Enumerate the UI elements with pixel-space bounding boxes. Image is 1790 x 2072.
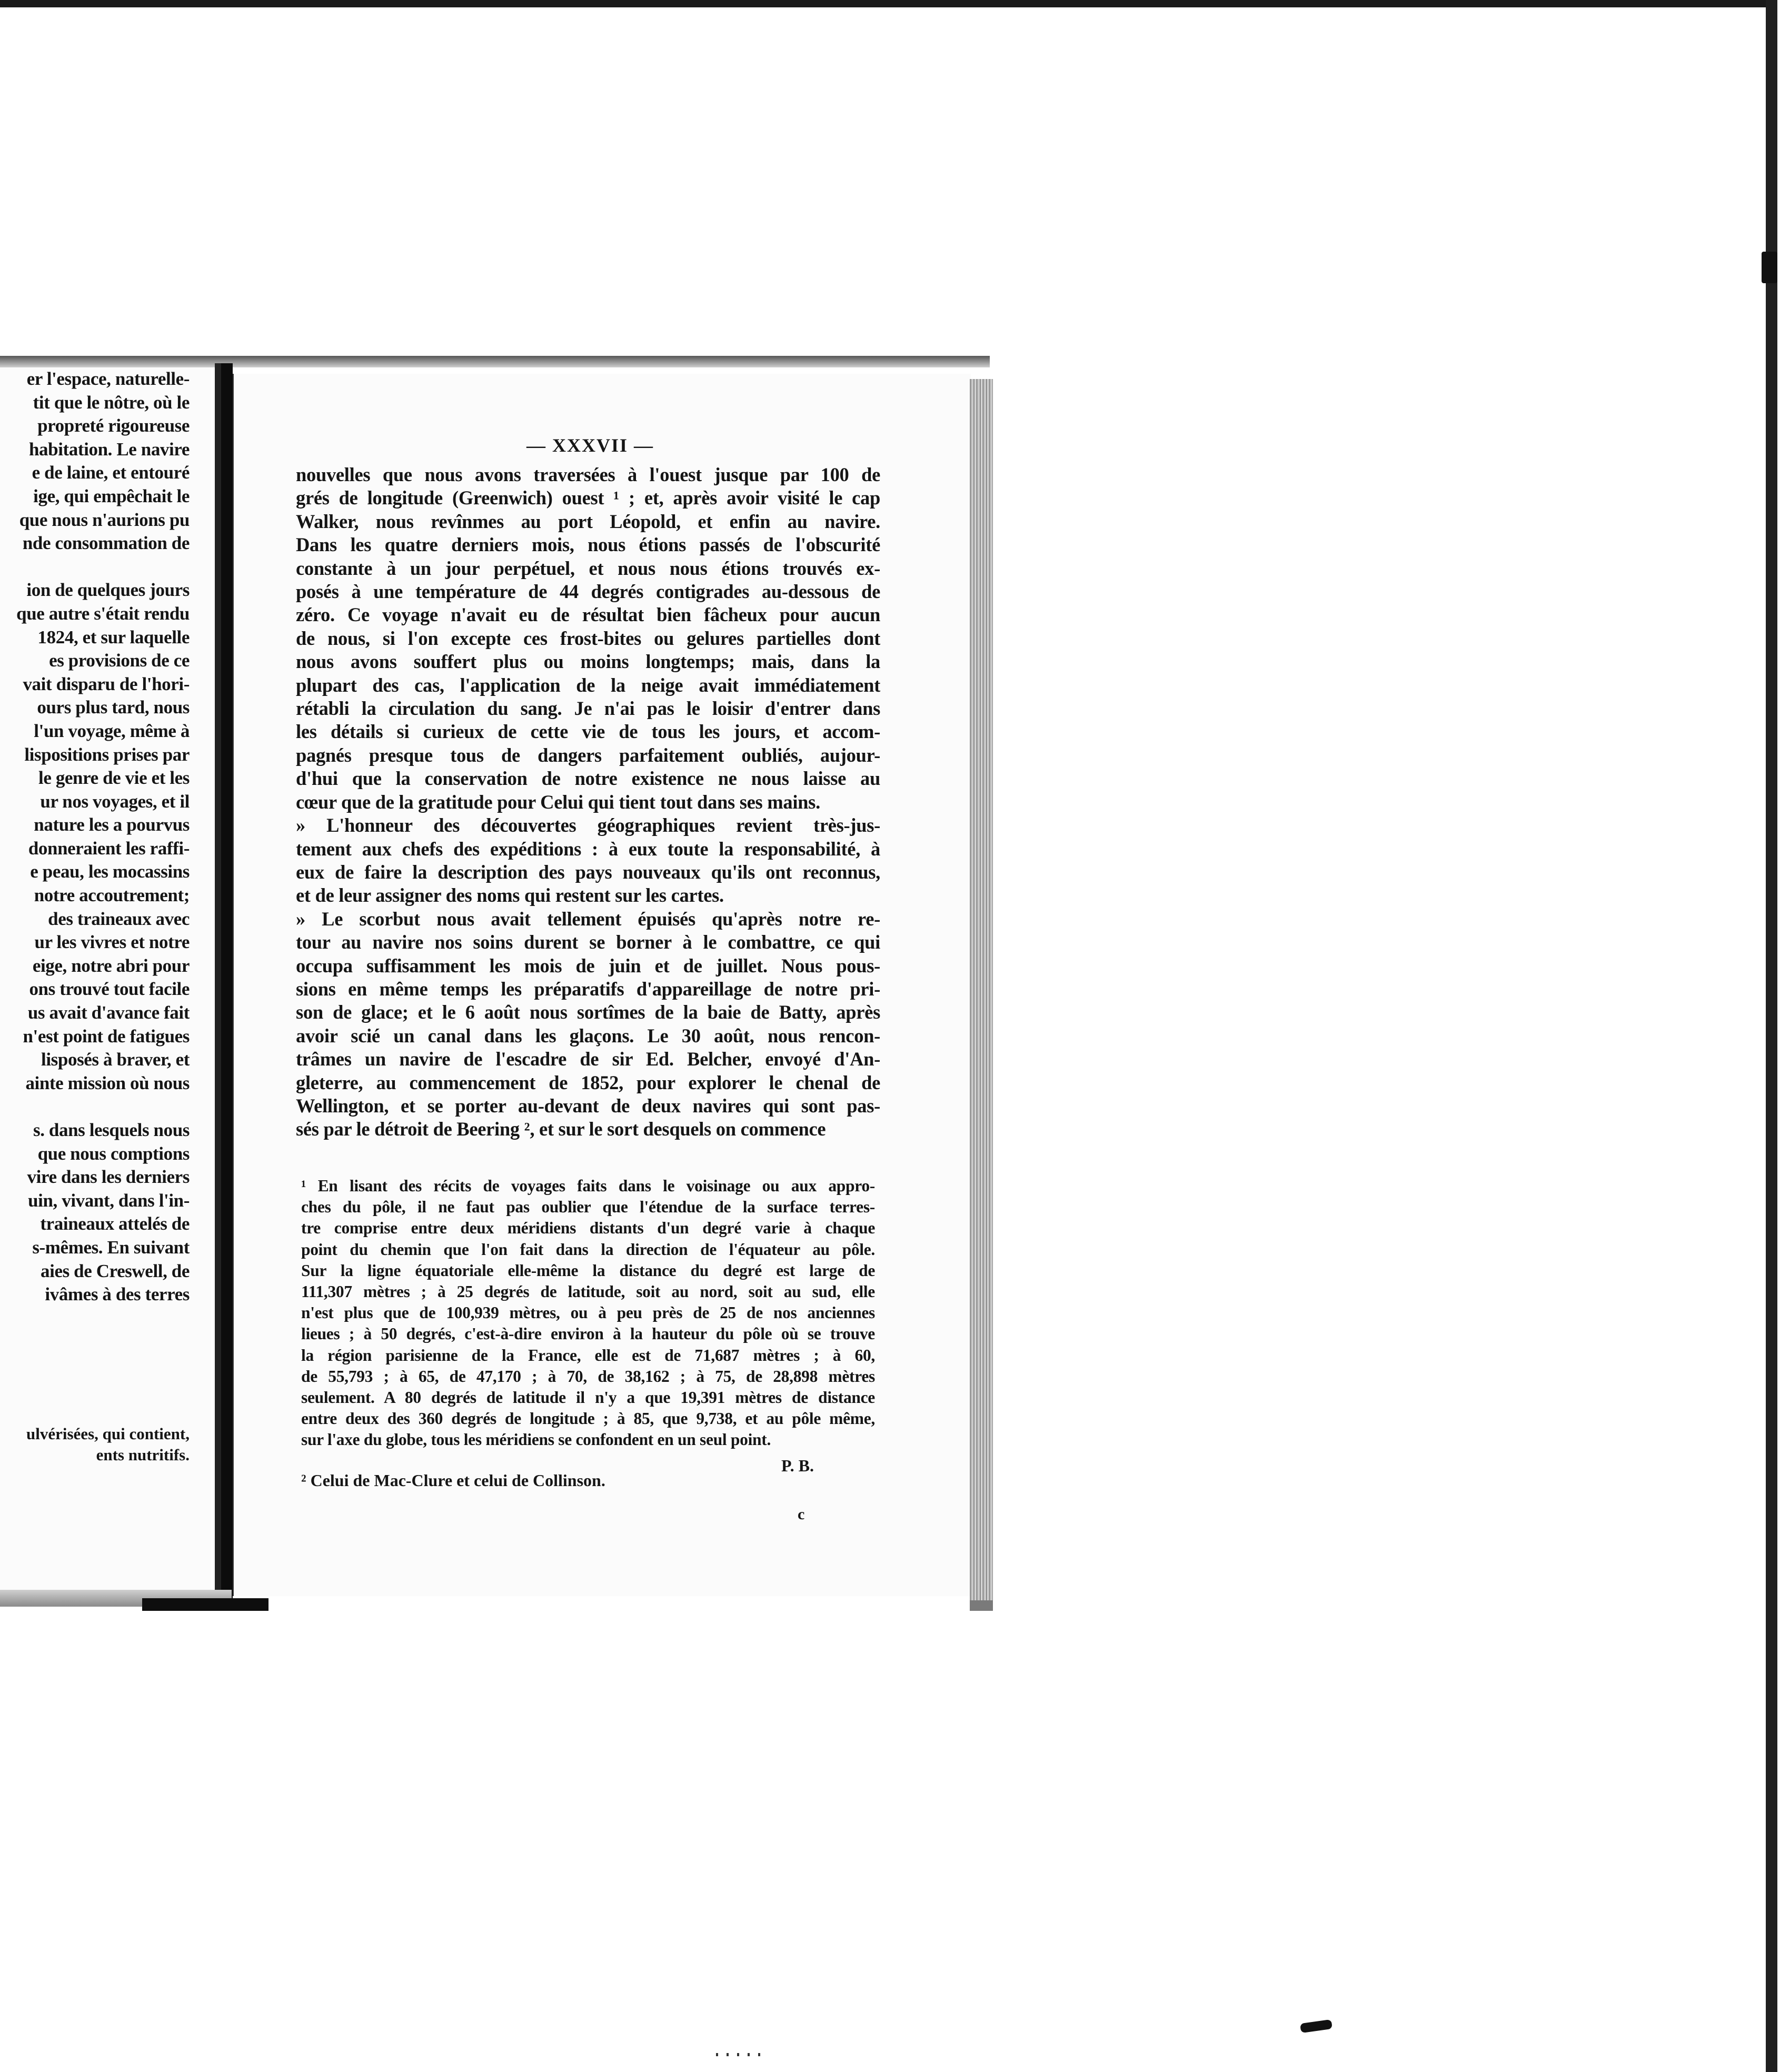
left-page-line: ours plus tard, nous xyxy=(37,697,190,718)
left-page-line: e peau, les mocassins xyxy=(30,861,190,882)
left-page-line: notre accoutrement; xyxy=(34,885,190,906)
footnote-line: 111,307 mètres ; à 25 degrés de latitude, soit au nord, soit au sud, elle xyxy=(301,1282,875,1301)
left-page-line: eige, notre abri pour xyxy=(32,955,190,976)
left-page-line: des traineaux avec xyxy=(48,908,190,929)
left-page-line: ivâmes à des terres xyxy=(45,1284,190,1305)
left-page-line: ur nos voyages, et il xyxy=(40,791,190,812)
left-page xyxy=(0,367,211,1605)
body-line: zéro. Ce voyage n'avait eu de résultat bien fâcheux pour aucun xyxy=(296,604,880,626)
left-page-line: ion de quelques jours xyxy=(26,580,190,601)
body-line: Dans les quatre derniers mois, nous étions passés de l'obscurité xyxy=(296,534,880,556)
scan-dots xyxy=(716,2053,769,2056)
left-page-line: vire dans les derniers xyxy=(27,1167,190,1188)
footnote-line: la région parisienne de la France, elle est de 71,687 mètres ; à 60, xyxy=(301,1346,875,1364)
scan-smudge xyxy=(1300,2019,1332,2033)
footnote-line: seulement. A 80 degrés de latitude il n'y a que 19,391 mètres de distance xyxy=(301,1388,875,1407)
body-line: » Le scorbut nous avait tellement épuisés qu'après notre re- xyxy=(296,908,880,930)
left-page-line: uin, vivant, dans l'in- xyxy=(28,1190,190,1211)
left-page-line: n'est point de fatigues xyxy=(23,1025,190,1047)
left-page-line: lisposés à braver, et xyxy=(41,1049,190,1070)
left-page-line: que nous n'aurions pu xyxy=(19,509,190,530)
left-page-line: lispositions prises par xyxy=(24,744,190,765)
footnote-line: entre deux des 360 degrés de longitude ; à 85, que 9,738, et au pôle même, xyxy=(301,1409,875,1428)
left-page-line: traineaux attelés de xyxy=(40,1213,190,1234)
scan-frame-notch xyxy=(1762,252,1777,283)
left-page-line: ons trouvé tout facile xyxy=(29,979,190,1000)
body-line: sés par le détroit de Beering ², et sur le sort desquels on commence xyxy=(296,1118,826,1140)
body-line: de nous, si l'on excepte ces frost-bites ou gelures partielles dont xyxy=(296,627,880,649)
body-line: gleterre, au commencement de 1852, pour explorer le chenal de xyxy=(296,1071,880,1093)
left-page-line: s. dans lesquels nous xyxy=(33,1120,190,1140)
left-page-line: vait disparu de l'hori- xyxy=(23,673,190,694)
book-top-shadow xyxy=(0,356,990,367)
body-line: pagnés presque tous de dangers parfaitement oubliés, aujour- xyxy=(296,744,880,766)
left-page-line: habitation. Le navire xyxy=(28,439,190,460)
left-page-line: es provisions de ce xyxy=(49,650,190,671)
left-page-line: e de laine, et entouré xyxy=(32,462,190,483)
body-line: les détails si curieux de cette vie de tous les jours, et accom- xyxy=(296,721,880,743)
body-line: grés de longitude (Greenwich) ouest ¹ ; et, après avoir visité le cap xyxy=(296,487,880,509)
left-page-line: l'un voyage, même à xyxy=(34,720,190,741)
left-page-line: us avait d'avance fait xyxy=(27,1002,190,1023)
footnote-line: sur l'axe du globe, tous les méridiens se confondent en un seul point. xyxy=(301,1430,771,1449)
left-page-line: er l'espace, naturelle- xyxy=(26,368,190,389)
footnote-line: point du chemin que l'on fait dans la direction de l'équateur au pôle. xyxy=(301,1240,875,1259)
footnote-line: ¹ En lisant des récits de voyages faits dans le voisinage ou aux appro- xyxy=(301,1177,875,1195)
left-page-line: ur les vivres et notre xyxy=(34,932,190,953)
left-page-line: donneraient les raffi- xyxy=(28,838,190,859)
body-line: plupart des cas, l'application de la neige avait immédiatement xyxy=(296,674,880,696)
left-page-line: 1824, et sur laquelle xyxy=(37,626,190,647)
left-page-line: que nous comptions xyxy=(37,1143,190,1164)
left-page-line: ige, qui empêchait le xyxy=(33,485,190,506)
body-line: constante à un jour perpétuel, et nous nous étions trouvés ex- xyxy=(296,557,880,579)
body-line: Wellington, et se porter au-devant de deux navires qui sont pas- xyxy=(296,1094,880,1117)
left-page-line xyxy=(0,555,190,579)
body-line: nouvelles que nous avons traversées à l'ouest jusque par 100 de xyxy=(296,464,880,485)
binding-clip xyxy=(142,1598,268,1611)
page-number-header: — XXXVII — xyxy=(526,435,654,456)
left-page-line: ainte mission où nous xyxy=(25,1072,190,1093)
left-page-line: le genre de vie et les xyxy=(38,768,190,789)
body-line: eux de faire la description des pays nouveaux qu'ils ont reconnus, xyxy=(296,861,880,883)
left-page-line: tit que le nôtre, où le xyxy=(33,392,190,413)
footnote-line: Sur la ligne équatoriale elle-même la distance du degré est large de xyxy=(301,1261,875,1280)
body-line: trâmes un navire de l'escadre de sir Ed. Belcher, envoyé d'An- xyxy=(296,1048,880,1070)
body-line: posés à une température de 44 degrés contigrades au-dessous de xyxy=(296,581,880,603)
body-line: et de leur assigner des noms qui restent sur les cartes. xyxy=(296,884,724,906)
page-block-edge xyxy=(970,379,993,1606)
body-line: nous avons souffert plus ou moins longtemps; mais, dans la xyxy=(296,651,880,673)
footnote-initials: P. B. xyxy=(781,1456,814,1475)
left-page-line: que autre s'était rendu xyxy=(16,603,190,624)
body-line: avoir scié un canal dans les glaçons. Le 30 août, nous rencon- xyxy=(296,1024,880,1047)
left-page-line: nature les a pourvus xyxy=(34,814,190,835)
signature-mark: c xyxy=(798,1506,805,1523)
footnote-line: ches du pôle, il ne faut pas oublier que l'étendue de la surface terres- xyxy=(301,1198,875,1217)
left-page-line xyxy=(0,1095,190,1119)
body-line: » L'honneur des découvertes géographiques revient très-jus- xyxy=(296,814,880,836)
footnote-line: tre comprise entre deux méridiens distants d'un degré varie à chaque xyxy=(301,1219,875,1238)
left-page-line: nde consommation de xyxy=(22,533,190,554)
left-page-line: propreté rigoureuse xyxy=(37,415,190,436)
body-line: cœur que de la gratitude pour Celui qui tient tout dans ses mains. xyxy=(296,791,820,813)
body-line: tement aux chefs des expéditions : à eux toute la responsabilité, à xyxy=(296,838,880,860)
scan-frame-right xyxy=(1766,0,1777,2072)
footnote-1 xyxy=(301,1176,875,1451)
page-block-edge-bottom xyxy=(970,1600,993,1611)
body-text xyxy=(296,463,880,1141)
body-line: tour au navire nos soins durent se borner à le combattre, ce qui xyxy=(296,931,880,953)
left-page-line: s-mêmes. En suivant xyxy=(32,1237,190,1258)
body-line: d'hui que la conservation de notre existence ne nous laisse au xyxy=(296,768,880,790)
body-line: son de glace; et le 6 août nous sortîmes de la baie de Batty, après xyxy=(296,1001,880,1023)
scan-margin-right xyxy=(1777,0,1790,2072)
scan-frame-top xyxy=(0,0,1775,7)
footnote-line: n'est plus que de 100,939 mètres, ou à peu près de 25 de nos anciennes xyxy=(301,1303,875,1322)
body-line: Walker, nous revînmes au port Léopold, et enfin au navire. xyxy=(296,510,880,532)
footnote-2: ² Celui de Mac-Clure et celui de Collinson. xyxy=(301,1471,605,1490)
footnote-line: de 55,793 ; à 65, de 47,170 ; à 70, de 38,162 ; à 75, de 28,898 mètres xyxy=(301,1367,875,1386)
left-page-note-line: ulvérisées, qui contient, xyxy=(26,1424,190,1443)
body-line: rétabli la circulation du sang. Je n'ai pas le loisir d'entrer dans xyxy=(296,698,880,720)
book-spine xyxy=(221,363,233,1611)
left-page-text xyxy=(0,367,190,1307)
body-line: occupa suffisamment les mois de juin et de juillet. Nous pous- xyxy=(296,954,880,977)
left-page-note-line: ents nutritifs. xyxy=(96,1446,190,1464)
left-page-footnotes xyxy=(0,1423,190,1466)
footnote-line: lieues ; à 50 degrés, c'est-à-dire environ à la hauteur du pôle où se trouve xyxy=(301,1324,875,1343)
left-page-line: aies de Creswell, de xyxy=(41,1260,190,1281)
body-line: sions en même temps les préparatifs d'appareillage de notre pri- xyxy=(296,978,880,1000)
